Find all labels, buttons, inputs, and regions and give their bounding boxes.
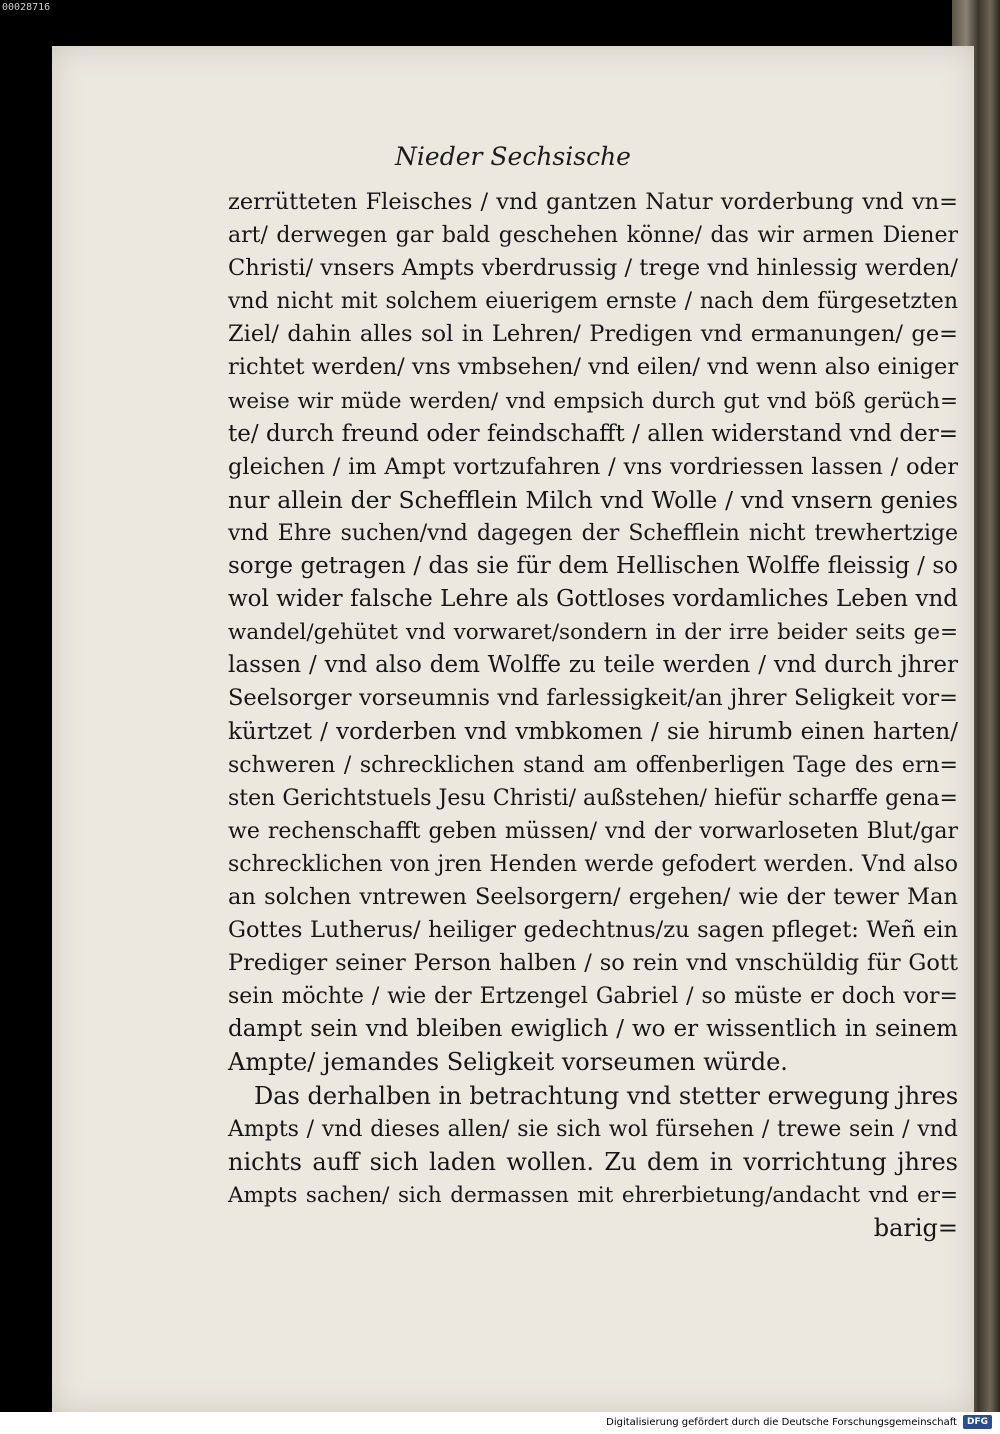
text-line: an solchen vntrewen Seelsorgern/ ergehen/ wie der tewer Man [228, 883, 958, 910]
text-line: schweren / schrecklichen stand am offenberligen Tage des ern= [228, 752, 958, 778]
text-line: lassen / vnd also dem Wolffe zu teile werden / vnd durch jhrer [228, 652, 958, 679]
text-line: nur allein der Schefflein Milch vnd Wolle / vnd vnsern genies [228, 485, 958, 514]
text-line: wandel/gehütet vnd vorwaret/sondern in der irre beider seits ge= [228, 620, 958, 646]
text-line: Das derhalben in betrachtung vnd stetter erwegung jhres [254, 1081, 959, 1110]
footer-credit: Digitalisierung gefördert durch die Deutsche Forschungsgemeinschaft [606, 1417, 957, 1428]
text-line: Gottes Lutherus/ heiliger gedechtnus/zu sagen pfleget: Weñ ein [228, 917, 958, 944]
text-line: zerrütteten Fleisches / vnd gantzen Natur vorderbung vnd vn= [228, 189, 958, 215]
text-line: sorge getragen / das sie für dem Hellischen Wolffe fleissig / so [228, 553, 958, 580]
running-head: Nieder Sechsische [395, 142, 631, 171]
book-page [52, 46, 974, 1412]
text-line: sein möchte / wie der Ertzengel Gabriel / so müste er doch vor= [228, 984, 958, 1010]
text-line: kürtzet / vorderben vnd vmbkomen / sie hirumb einen harten/ [228, 718, 958, 745]
text-line: schrecklichen von jren Henden werde gefodert werden. Vnd also [228, 851, 958, 877]
text-line: art/ derwegen gar bald geschehen könne/ das wir armen Diener [228, 223, 958, 249]
footer-bar [0, 1412, 1000, 1434]
text-line: sten Gerichtstuels Jesu Christi/ außstehen/ hiefür scharffe gena= [228, 785, 958, 811]
text-line: Ampte/ jemandes Seligkeit vorseumen würde. [228, 1048, 788, 1077]
text-line: Christi/ vnsers Ampts vberdrussig / trege vnd hinlessig werden/ [228, 255, 958, 282]
text-line: Prediger seiner Person halben / so rein vnd vnschüldig für Gott [228, 950, 958, 977]
scan-id: 00028716 [2, 2, 51, 13]
dfg-logo-badge: DFG [963, 1415, 992, 1429]
text-line: weise wir müde werden/ vnd empsich durch gut vnd böß gerüch= [228, 388, 958, 414]
text-line: gleichen / im Ampt vortzufahren / vns vordriessen lassen / oder [228, 453, 958, 480]
text-line: te/ durch freund oder feindschafft / allen widerstand vnd der= [228, 420, 958, 447]
text-line: richtet werden/ vns vmbsehen/ vnd eilen/ vnd wenn also einiger [228, 354, 959, 381]
text-line: Ampts / vnd dieses allen/ sie sich wol fürsehen / trewe sein / vnd [228, 1116, 958, 1142]
text-line: vnd nicht mit solchem eiuerigem ernste / nach dem fürgesetzten [228, 289, 958, 315]
text-line: vnd Ehre suchen/vnd dagegen der Schefflein nicht trewhertzige [228, 520, 958, 546]
text-line: wol wider falsche Lehre als Gottloses vordamliches Leben vnd [228, 586, 958, 613]
catchword: barig= [873, 1213, 958, 1242]
text-line: dampt sein vnd bleiben ewiglich / wo er wissentlich in seinem [228, 1016, 958, 1043]
text-line: nichts auff sich laden wollen. Zu dem in vorrichtung jhres [228, 1147, 958, 1176]
text-line: Ampts sachen/ sich dermassen mit ehrerbietung/andacht vnd er= [228, 1182, 958, 1208]
text-line: Seelsorger vorseumnis vnd farlessigkeit/an jhrer Seligkeit vor= [228, 685, 958, 712]
text-line: Ziel/ dahin alles sol in Lehren/ Predigen vnd ermanungen/ ge= [228, 321, 958, 348]
text-block [228, 186, 958, 1245]
text-line: we rechenschafft geben müssen/ vnd der vorwarloseten Blut/gar [228, 818, 958, 844]
